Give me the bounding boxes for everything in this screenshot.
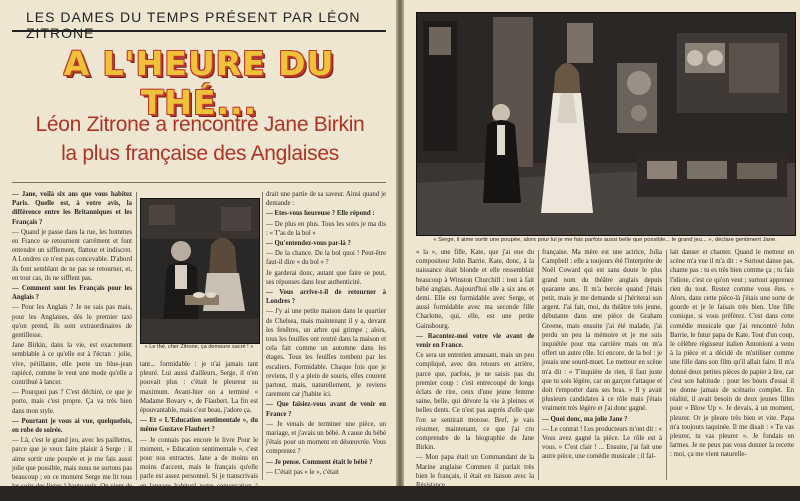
article-column-4 bbox=[416, 248, 534, 490]
section-header-text: LES DAMES DU TEMPS PRÉSENT PAR LÉON ZITRONE bbox=[26, 9, 361, 41]
subheadline bbox=[20, 110, 380, 168]
subheadline-line-2: la plus française des Anglaises bbox=[61, 142, 339, 165]
article-paragraph: Jane Birkin, dans la vie, est exactement semblable à ce qu'elle est à l'écran : jolie, vive, pétillante, elle porte un blue-jean rapiécé, comme le veut une mode qu'elle a contribué à lancer. bbox=[12, 342, 132, 387]
article-paragraph: — Pourquoi pas ? C'est déchiré, ce que je porte, mais c'est propre. Ça va très bien dans mon style. bbox=[12, 389, 132, 415]
section-header bbox=[12, 4, 386, 41]
article-column-3 bbox=[266, 190, 386, 482]
article-paragraph: tant... formidable : je n'ai jamais tant pleuré. Lui aussi d'ailleurs, Serge, il n'en pouvait plus : c'était le pleureur su maximum. Avant-hier on a terminé « Madame Bovary », de Flaubert. La fin est épouvantable, mais c'est beau, j'adore ça. bbox=[140, 361, 258, 415]
article-column-6 bbox=[670, 248, 794, 482]
article-paragraph: — Quoi donc, ma jolie Jane ? bbox=[542, 415, 628, 423]
article-paragraph: lait danser et chanter. Quand le metteur en scène m'a vue il m'a dit : « Surtout danse pas, chante pas : tu es très bien comme ça ; tu fais l'idiote, c'est ce qu'on veut ; surtout apprenez rien du tout. Restez comme vous êtes. » Alors, dans cette pièce-là j'étais une sorte de gourde et je le faisais très bien. Une fille comique, si vous préférez. C'est dans cette comédie musicale que j'ai rencontré John Barrie, le futur papa de Kate. Tout d'un coup, le célèbre régisseur italien Antonioni a venu à la pièce et a décidé de m'utiliser comme une fille dans son film qu'il allait faire. Il m'a donné deux petites pièces de papier à lire, car c'est son habitude : pour les bouts d'essai il ne donne jamais de scénario complet. En réalité, il avait besoin de deux jeunes filles pour « Blow Up ». Je devais, à un moment, pleurer. Or je pleure très bien et vite. Papa m'a toujours taquinée. Il me disait : « Tu vas pleurer, tu vas pleurer ». Je fondais en larmes. Je ne peux pas vous donner la recette : moi, ça me vient naturelle- bbox=[670, 249, 794, 459]
article-paragraph: Ce sera un entretien amusant, mais un peu compliqué, avec des retours en arrière, parce que, parfois, je ne saisis pas du premier coup : c'est entrecoupé de longs éclats de rire, ceux d'une jeune femme saine, belle, qui dévore la vie à pleines et belles dents. Ce n'est pas auprès d'elle que l'on se sentirait morose. Bref, je vais résumer, maintenant, ce que j'ai cru comprendre de la biographie de Jane Birkin. bbox=[416, 352, 534, 452]
article-paragraph: drait une partie de sa saveur. Ainsi quand je demande : bbox=[266, 191, 386, 208]
tea-photo bbox=[140, 198, 260, 344]
article-paragraph: — Pourtant je vous ai vue, quelquefois, en robe de soirée. bbox=[12, 417, 132, 435]
article-paragraph: — Etes-vous heureuse ? Elle répond : bbox=[266, 210, 375, 218]
headline-text: A L'HEURE DU THÉ... bbox=[63, 44, 335, 122]
binding-gutter bbox=[396, 0, 404, 486]
article-paragraph: — C'était pas « le », c'était bbox=[266, 468, 339, 476]
column-divider bbox=[136, 192, 137, 480]
article-paragraph: — Racontez-moi votre vie avant de venir en France. bbox=[416, 332, 534, 350]
article-paragraph: — Jane, voilà six ans que vous habitez Paris. Quelle est, à votre avis, la différence entre les Britanniques et les Français ? bbox=[12, 191, 132, 226]
column-divider bbox=[538, 250, 539, 480]
article-paragraph: — Quand je passe dans la rue, les hommes en France se retournent carrément et font entendre un sifflement, flatteur et indiscret. A Londres ce n'est pas concevable. D'abord ils font semblant de ne pas se retourner, et, en tout cas, ils ne sifflent pas. bbox=[12, 228, 132, 282]
right-page bbox=[404, 0, 800, 490]
article-paragraph: — Qu'entendez-vous par-là ? bbox=[266, 240, 351, 248]
article-column-5 bbox=[542, 248, 662, 482]
article-paragraph: — Mon papa était un Commandant de la Marine anglaise Commen il parlait très bien le français, il était en liaison avec la Résistance bbox=[416, 454, 534, 490]
article-paragraph: — Je venais de terminer une pièce, un mariage, et j'avais un bébé. A cause du bébé j'étais pour un moment en désœuvrée. Vous comprenez ? bbox=[266, 420, 386, 456]
article-paragraph: — De plus en plus. Tous les soirs je ma dis : « T'as de la bol » bbox=[266, 220, 386, 237]
article-column-2 bbox=[140, 360, 258, 499]
subheadline-line-1: Léon Zitrone a rencontré Jane Birkin bbox=[35, 113, 365, 136]
divider bbox=[12, 182, 386, 183]
article-paragraph: Je garderai donc, autant que faire se peut, ses réponses dans leur authenticité. bbox=[266, 269, 386, 286]
headline bbox=[12, 44, 386, 122]
left-page bbox=[0, 0, 396, 500]
article-paragraph: — Je pense. Comment était le bébé ? bbox=[266, 458, 373, 466]
article-paragraph: — Le contrat ! Les producteurs m'ont dit : « Vous avez gagné la pièce. Le rôle est à vous. » C'est clair ! ... Ensuite, j'ai fait une autre pièce, une comédie musicale ; il fal- bbox=[542, 425, 662, 461]
article-paragraph: — Pour les Anglais ? Je ne sais pas mais, pour les Anglaises, dès le premier taxi qu'on prend, ils sont extraordinaires de gentillesse. bbox=[12, 304, 132, 340]
column-divider bbox=[666, 250, 667, 480]
article-paragraph: française. Ma mère est une actrice, Julia Campbell : elle a toujours été l'interprète de Noël Coward qui est sans doute le plus grand nom du théâtre anglais depuis quarante ans. Il m'a bercée quand j'étais petit, mais je me demande si j'hériterai son argent. J'ai fait, moi, du théâtre très jeune, débutante dans une pièce de Graham Greene, mais ensuite j'ai été malade, j'ai perdu un peu la mémoire et je me suis inquiétée pour ma carrière mais on m'a offert un autre rôle. Ici encore, de la bol : je jouais une sourd-muet. Le metteur en scène m'a dit : « T'inquiète de rien, il faut juste que tu sois légère, car un garçon t'attaque et doit t'emporter dans ses bras. » Il y avait plusieurs candidates à ce rôle mais j'étais vraiment très légère et j'ai donc gagné. bbox=[542, 249, 662, 413]
article-paragraph: — Que faisiez-vous avant de venir en France ? bbox=[266, 401, 386, 418]
article-paragraph: — Là, c'est le grand jeu, avec les paillettes, parce que je veux faire plaisir à Serge : il aime sortir une poupée et je me fais aussi jolie que possible, mais nous ne sortons pas beaucoup ; en ce moment Serge me lit tous les soirs des livres à haute voix. On vient de terminer « Adolphe », de Benjamin Cons- bbox=[12, 437, 132, 500]
article-paragraph: — Et « L'Education sentimentale », du même Gustave Flaubert ? bbox=[140, 417, 258, 434]
studio-photo bbox=[416, 12, 796, 236]
article-paragraph: « la », une fille, Kate, que j'ai eue du compositeur John Barrie. Kate, donc, à la naissance était blonde et elle ressemblait beaucoup à Winston Churchill : tout à fait bébé anglais. Aujourd'hui elle a six ans et demi. Elle est formidable avec Serge, et aussi formidable avec ma seconde fille Charlotte, qui, elle, est une petite Gainsbourg. bbox=[416, 249, 534, 330]
column-divider bbox=[262, 192, 263, 480]
article-paragraph: — Comment sont les Français pour les Anglais ? bbox=[12, 285, 132, 302]
article-paragraph: — Vous arrive-t-il de retourner à Londres ? bbox=[266, 289, 386, 306]
article-paragraph: — Je connais pas encore le livre Pour le moment, « Education sentimentale », c'est pour nos entractes. Jane a de moins en moins d'accent, mais le français qu'elle parle est assez personnel. Si je transcrivais en langage habituel notre conversation à bâtons rompus, elle per- bbox=[140, 436, 258, 499]
right-photo-caption: « Serge, il aime sortir une poupée, alors pour lui je me fais parfois aussi belle que possible... le grand jeu... », déclare gentiment Jane. bbox=[433, 237, 777, 243]
left-photo-caption: « Le thé, cher Zitrone, ça demeure sacré ! » bbox=[144, 344, 254, 350]
article-column-1 bbox=[12, 190, 132, 500]
article-paragraph: — De la chance. De la bol quoi ! Peut-être faut-il dire « du bol » ? bbox=[266, 250, 386, 267]
article-paragraph: — J'y ai une petite maison dans le quartier de Chelsea, mais maintenant il y a, devant les fenêtres, un arbre qui grimpe ; alors, tous les feuilles ont rentré dans la maison et cela fait comme un automne dans les étages. Tous les feuilles tombent par les escaliers. Formidable. Chaque fois que je reviens, il y a plein de souris, elles courent partout, mais, naturellement, je reviens rarement car j'habite ici. bbox=[266, 308, 386, 399]
